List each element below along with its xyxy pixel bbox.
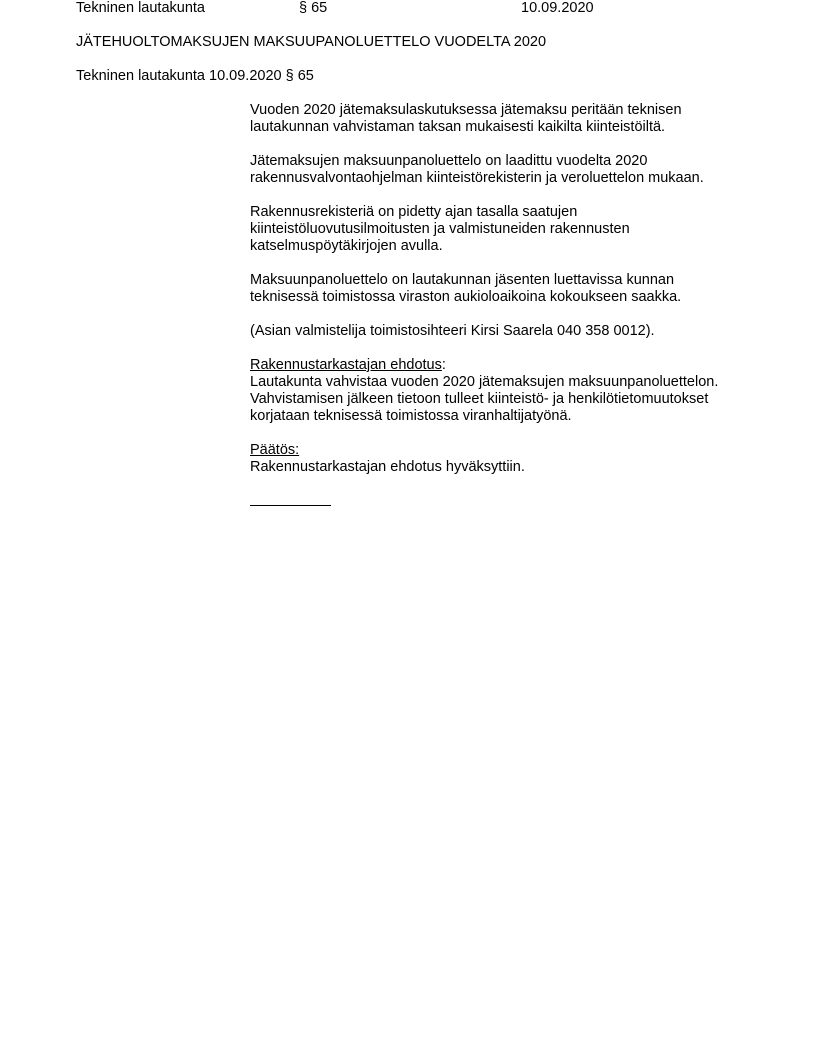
decision-heading: Päätös:	[250, 442, 300, 458]
proposal-heading-colon: :	[441, 357, 446, 373]
decision-text: Rakennustarkastajan ehdotus hyväksyttiin.	[250, 459, 525, 475]
body-paragraph-4: Maksuunpanoluettelo on lautakunnan jäsenten luettavissa kunnan teknisessä toimistossa viraston aukioloaikoina kokoukseen saakka.	[250, 272, 682, 305]
closing-line	[250, 493, 331, 506]
body-paragraph-2: Jätemaksujen maksuunpanoluettelo on laadittu vuodelta 2020 rakennusvalvontaohjelman kiinteistörekisterin ja veroluettelon mukaan.	[250, 153, 704, 186]
body-paragraph-1: Vuoden 2020 jätemaksulaskutuksessa jätemaksu peritään teknisen lautakunnan vahvistaman taksan mukaisesti kaikilta kiinteistöiltä.	[250, 102, 682, 135]
document-body	[250, 102, 780, 506]
header-board-name: Tekninen lautakunta	[76, 0, 205, 16]
proposal-section	[250, 357, 780, 425]
body-paragraph-3: Rakennusrekisteriä on pidetty ajan tasalla saatujen kiinteistöluovutusilmoitusten ja valmistuneiden rakennusten katselmuspöytäkirjojen avulla.	[250, 204, 630, 254]
decision-section	[250, 442, 780, 476]
document-title: JÄTEHUOLTOMAKSUJEN MAKSUUPANOLUETTELO VUODELTA 2020	[76, 34, 547, 50]
header-date: 10.09.2020	[521, 0, 594, 16]
proposal-heading: Rakennustarkastajan ehdotus	[250, 357, 442, 373]
document-header	[76, 0, 776, 18]
preparer-note: (Asian valmistelija toimistosihteeri Kirsi Saarela 040 358 0012).	[250, 323, 655, 339]
meeting-reference: Tekninen lautakunta 10.09.2020 § 65	[76, 68, 314, 84]
header-paragraph-number: § 65	[299, 0, 328, 16]
proposal-text: Lautakunta vahvistaa vuoden 2020 jätemaksujen maksuunpanoluettelon. Vahvistamisen jälkeen tietoon tulleet kiinteistö- ja henkilötietomuutokset korjataan teknisessä toimistossa viranhaltijatyönä.	[250, 374, 719, 424]
